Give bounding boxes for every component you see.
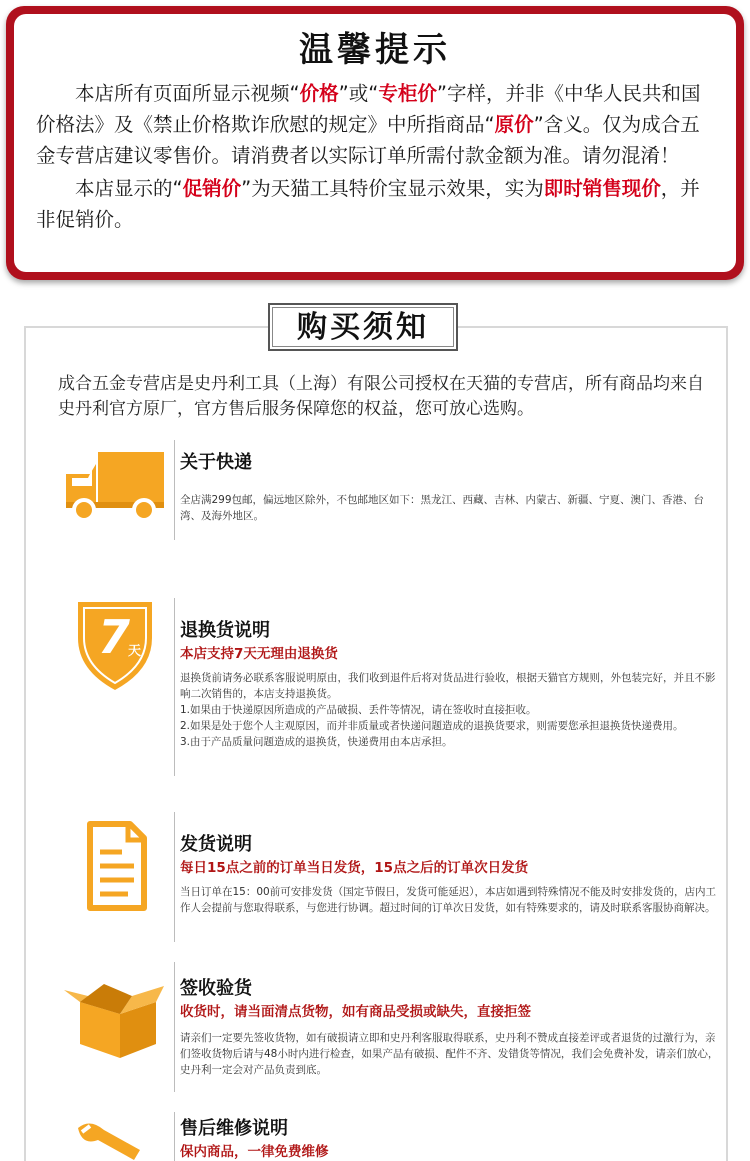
section-subtitle: 保内商品，一律免费维修 bbox=[180, 1144, 329, 1160]
section-line: 2.如果是处于您个人主观原因，而并非质量或者快递问题造成的退换货要求，则需要您承担退换货快递费用。 bbox=[180, 720, 684, 732]
section-line: 退换货前请务必联系客服说明原由，我们收到退件后将对货品进行验收，根据天猫官方规则，外包装完好，并且不影响二次销售的，本店支持退换货。 bbox=[180, 672, 716, 700]
section-subtitle: 每日15点之前的订单当日发货，15点之后的订单次日发货 bbox=[180, 860, 529, 876]
open-box-icon bbox=[60, 962, 170, 1072]
section-divider bbox=[174, 1112, 175, 1161]
notice-text: 本店所有页面所显示视频“ bbox=[75, 82, 300, 105]
notice-text: 本店显示的“ bbox=[75, 177, 183, 200]
section-body bbox=[180, 962, 720, 1078]
notice-box bbox=[6, 6, 744, 280]
notice-text: ”或“ bbox=[338, 82, 379, 105]
section-body bbox=[180, 812, 720, 916]
purchase-title-box bbox=[268, 303, 458, 351]
section-line: 请亲们一定要先签收货物，如有破损请立即和史丹利客服取得联系，史丹利不赞成直接差评或者退货的过激行为，亲们签收货物后请与48小时内进行检查，如果产品有破损、配件不齐、发错货等情况，我们会免费补发，请亲们放心，史丹利一定会对产品负责到底。 bbox=[180, 1032, 719, 1076]
section-text bbox=[180, 1030, 720, 1078]
section-divider bbox=[174, 598, 175, 776]
notice-highlight-promo-price: 促销价 bbox=[182, 177, 242, 200]
purchase-intro: 成合五金专营店是史丹利工具（上海）有限公司授权在天猫的专营店，所有商品均来自史丹利官方原厂，官方售后服务保障您的权益，您可放心选购。 bbox=[58, 374, 704, 419]
wrench-icon bbox=[60, 1112, 170, 1161]
notice-highlight-original-price: 原价 bbox=[494, 113, 534, 136]
notice-text: ，并非促销价。 bbox=[36, 177, 700, 231]
notice-paragraph-2 bbox=[36, 173, 714, 235]
purchase-title: 购买须知 bbox=[272, 307, 454, 347]
section-divider bbox=[174, 812, 175, 942]
badge-number: 7 bbox=[98, 610, 131, 664]
section-divider bbox=[174, 440, 175, 540]
section-title: 签收验货 bbox=[180, 978, 252, 999]
notice-title: 温馨提示 bbox=[299, 30, 451, 70]
section-title: 发货说明 bbox=[180, 834, 252, 855]
notice-highlight-real-price: 即时销售现价 bbox=[543, 177, 661, 200]
section-line: 3.由于产品质量问题造成的退换货，快递费用由本店承担。 bbox=[180, 736, 453, 748]
section-line: 全店满299包邮，偏远地区除外，不包邮地区如下：黑龙江、西藏、吉林、内蒙古、新疆、宁夏、澳门、香港、台湾、及海外地区。 bbox=[180, 494, 705, 522]
section-body bbox=[180, 1112, 720, 1161]
section-text bbox=[180, 884, 720, 916]
section-line: 当日订单在15：00前可安排发货（国定节假日，发货可能延迟），本店如遇到特殊情况不能及时安排发货的，店内工作人会提前与您取得联系，与您进行协调。超过时间的订单次日发货，如有特殊要求的，请及时联系客服协商解决。 bbox=[180, 886, 716, 914]
section-title: 关于快递 bbox=[180, 452, 252, 473]
section-title: 退换货说明 bbox=[180, 620, 270, 641]
seven-day-shield-icon bbox=[60, 598, 170, 708]
badge-day: 天 bbox=[128, 644, 142, 659]
notice-text: ”为天猫工具特价宝显示效果，实为 bbox=[241, 177, 544, 200]
section-line: 1.如果由于快递原因所造成的产品破损、丢件等情况，请在签收时直接拒收。 bbox=[180, 704, 537, 716]
section-subtitle: 本店支持7天无理由退换货 bbox=[180, 646, 338, 662]
document-icon bbox=[60, 812, 170, 922]
section-text bbox=[180, 670, 720, 750]
notice-text: ”含义。仅为成合五金专营店建议零售价。请消费者以实际订单所需付款金额为准。请勿混淆！ bbox=[36, 113, 700, 167]
notice-paragraph-1 bbox=[36, 78, 714, 171]
section-divider bbox=[174, 962, 175, 1092]
notice-text: ”字样，并非《中华人民共和国价格法》及《禁止价格欺诈欣慰的规定》中所指商品“ bbox=[36, 82, 701, 136]
truck-icon bbox=[60, 440, 170, 550]
section-subtitle: 收货时，请当面清点货物，如有商品受损或缺失，直接拒签 bbox=[180, 1004, 531, 1020]
section-body bbox=[180, 598, 720, 750]
section-body bbox=[180, 440, 720, 524]
notice-highlight-price: 价格 bbox=[299, 82, 339, 105]
notice-inner bbox=[14, 14, 736, 272]
notice-highlight-counter-price: 专柜价 bbox=[378, 82, 437, 105]
section-text bbox=[180, 492, 720, 524]
section-title: 售后维修说明 bbox=[180, 1118, 288, 1139]
